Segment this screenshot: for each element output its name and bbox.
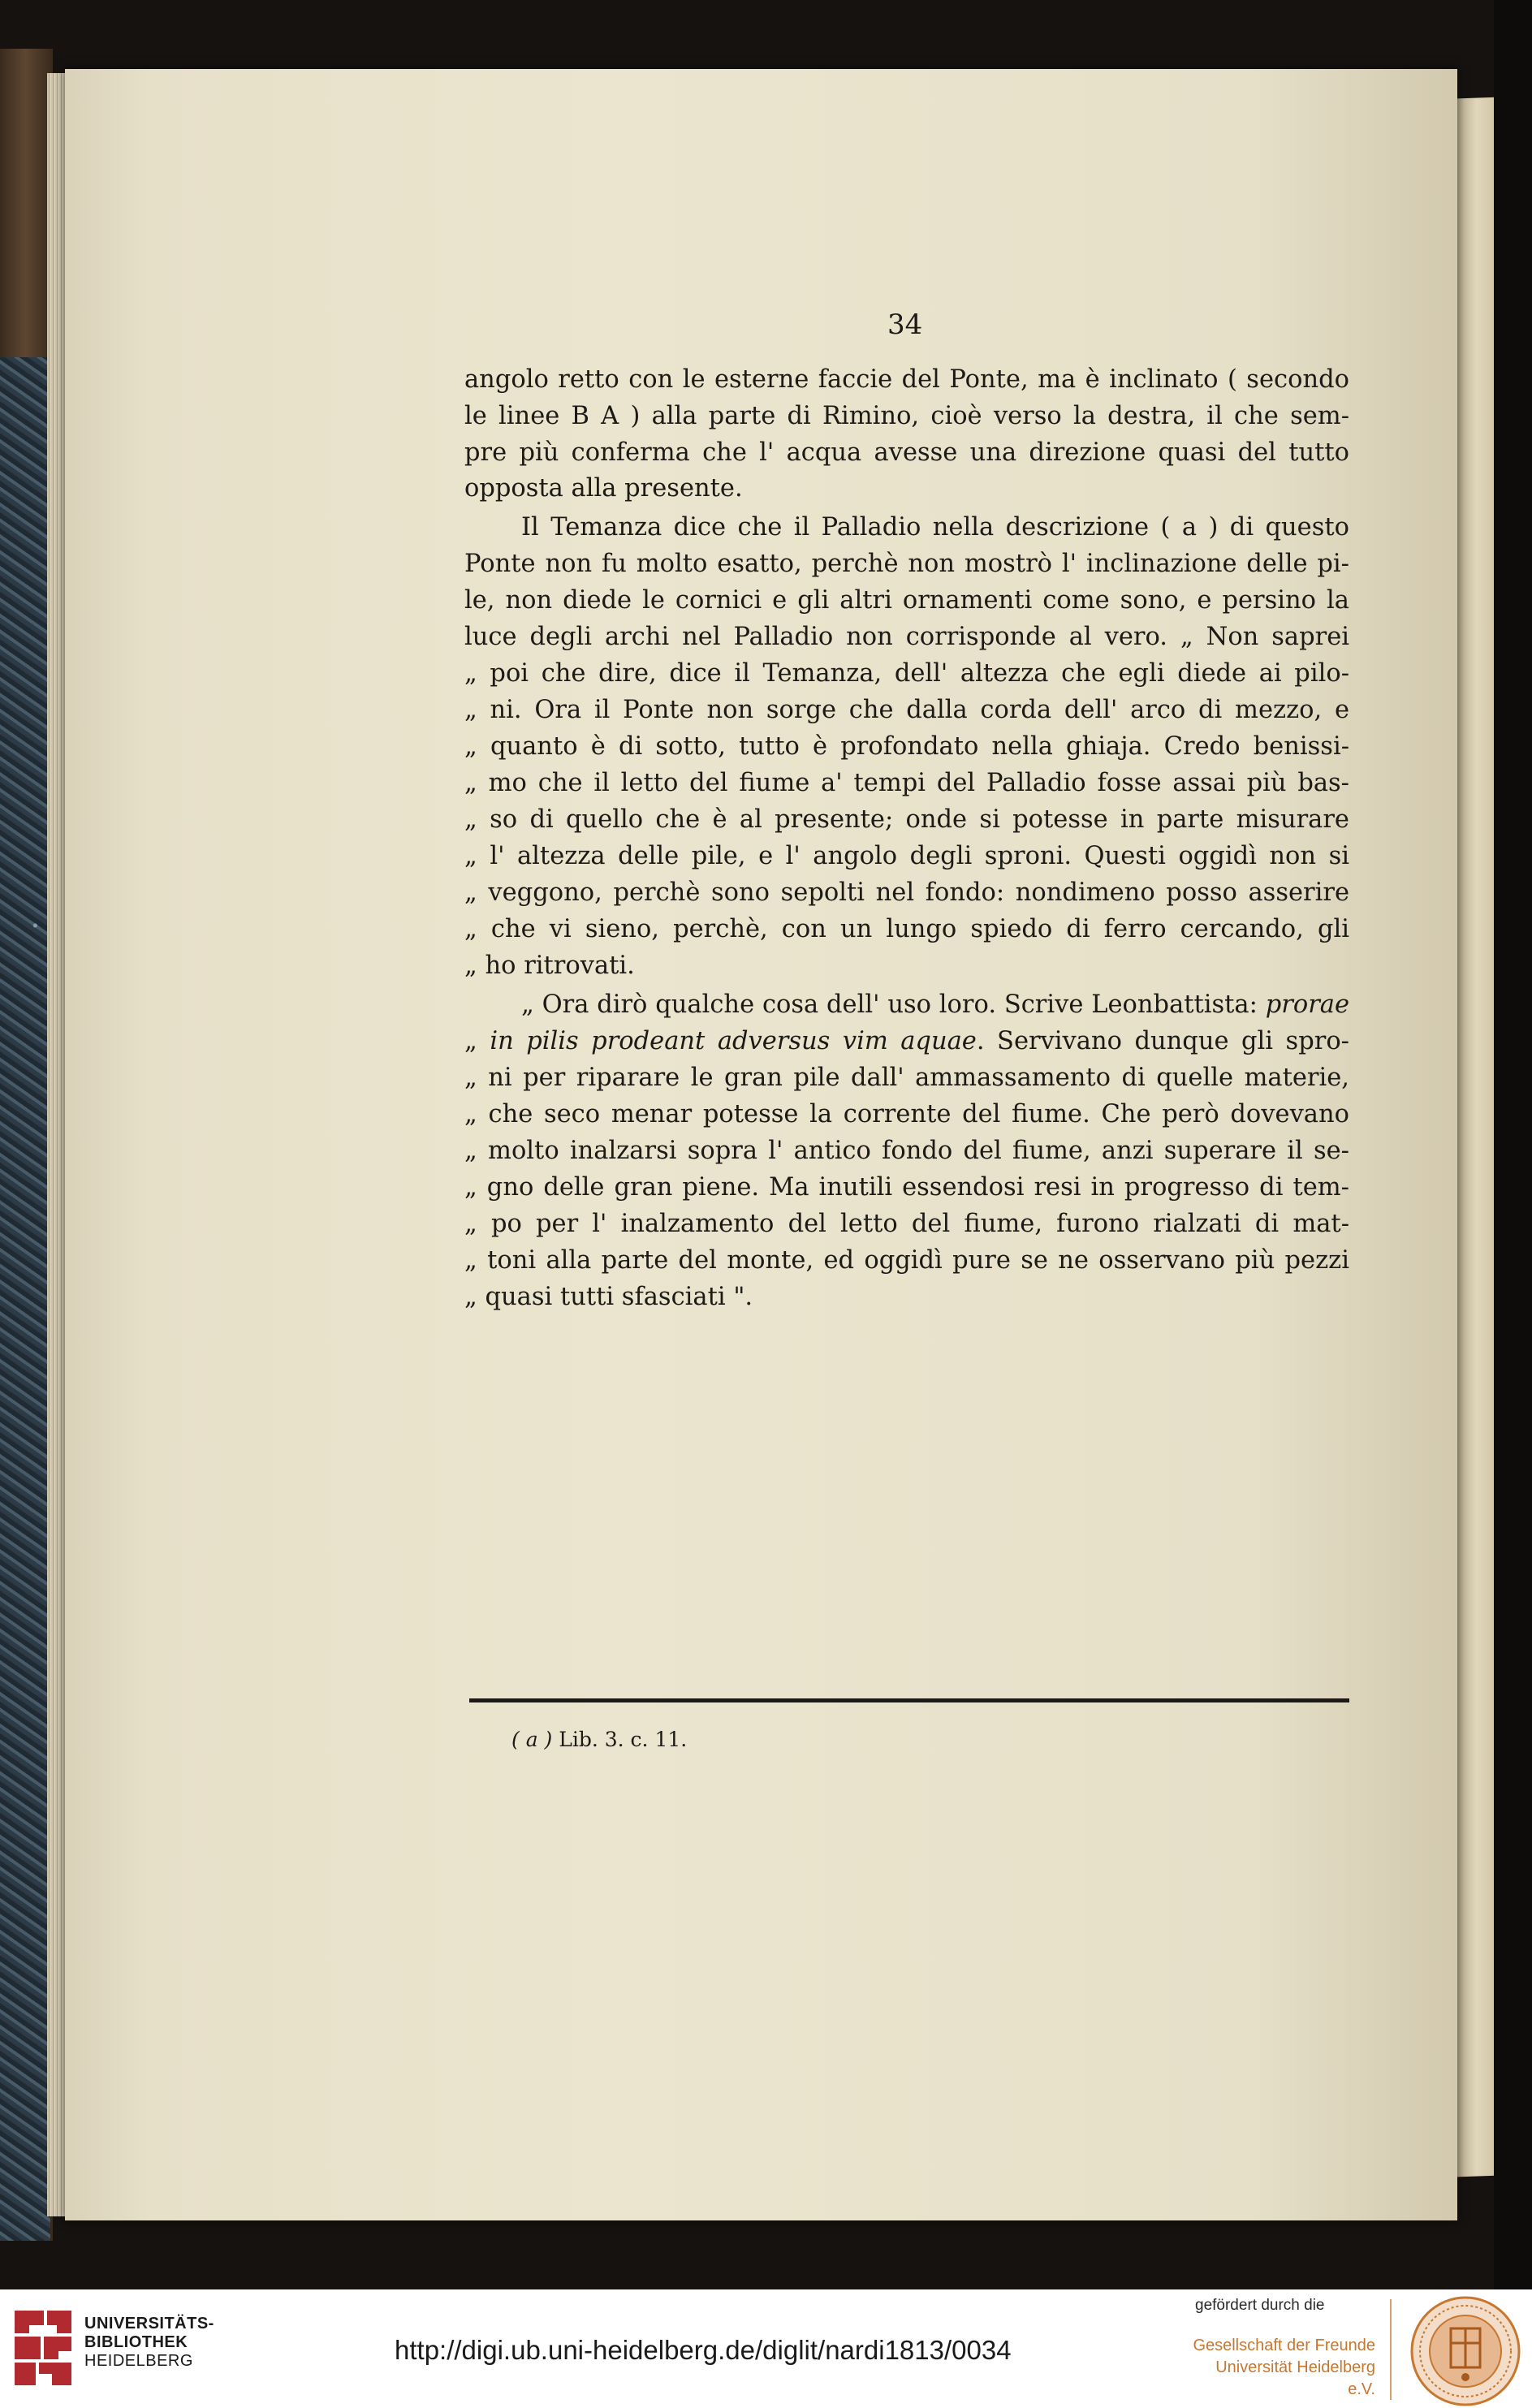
text-line: „ mo che il letto del fiume a' tempi del Palladio fosse assai più bas- [464,769,1349,797]
text-line: opposta alla presente. [464,474,743,503]
scan-background [1494,0,1532,2289]
sponsor-name-line: Universität Heidelberg e.V. [1215,2358,1375,2398]
marbled-cover [0,49,53,2241]
text-line: Ponte non fu molto esatto, perchè non mostrò l' inclinazione delle pi- [464,550,1349,578]
text-line: luce degli archi nel Palladio non corrisponde al vero. „ Non saprei [464,623,1349,651]
footnote-text: Lib. 3. c. 11. [559,1728,688,1751]
text-line: „ poi che dire, dice il Temanza, dell' altezza che egli diede ai pilo- [464,659,1349,688]
page-number: 34 [887,309,923,341]
italic-quote: prorae [1265,990,1350,1019]
text-line: „ molto inalzarsi sopra l' antico fondo del fiume, anzi superare il se- [464,1137,1349,1165]
italic-quote: in pilis prodeant adversus vim aquae [490,1027,977,1055]
text-run: . Servivano dunque gli spro- [976,1027,1349,1055]
banner-divider [1390,2299,1392,2400]
footnote-rule [469,1698,1349,1702]
quote-mark: „ [464,1027,477,1055]
text-line: „ quasi tutti sfasciati ". [464,1283,753,1311]
text-line: „ ho ritrovati. [464,952,635,980]
text-line: „ veggono, perchè sono sepolti nel fondo: nondimeno posso asserire [464,878,1349,907]
text-line: „ ni. Ora il Ponte non sorge che dalla corda dell' arco di mezzo, e [464,696,1349,724]
text-line: le, non diede le cornici e gli altri ornamenti come sono, e persino la [464,586,1349,615]
text-line: „ che seco menar potesse la corrente del fiume. Che però dovevano [464,1100,1349,1128]
library-name-line: HEIDELBERG [84,2352,193,2370]
text-run: „ Ora dirò qualche cosa dell' uso loro. Scrive Leonbattista: [521,990,1258,1019]
sponsor-name-line: Gesellschaft der Freunde [1193,2337,1375,2354]
text-line [464,990,1349,1026]
text-line: angolo retto con le esterne faccie del Ponte, ma è inclinato ( secondo [464,365,1349,394]
footnote [511,1728,687,1751]
text-line: „ ni per riparare le gran pile dall' ammassamento di quelle materie, [464,1064,1349,1092]
text-line: „ toni alla parte del monte, ed oggidì pure se ne osservano più pezzi [464,1246,1349,1275]
leather-spine [0,49,50,357]
text-line: Il Temanza dice che il Palladio nella descrizione ( a ) di questo [521,513,1349,542]
sponsor-label: gefördert durch die [1195,2297,1325,2314]
footnote-marker: ( a ) [511,1728,553,1751]
text-line: „ gno delle gran piene. Ma inutili essendosi resi in progresso di tem- [464,1173,1349,1202]
text-line: „ so di quello che è al presente; onde si potesse in parte misurare [464,805,1349,834]
text-line [464,1027,1349,1063]
sponsor-name [1192,2335,1375,2401]
university-library-logo-icon [11,2306,75,2390]
text-line: pre più conferma che l' acqua avesse una direzione quasi del tutto [464,438,1349,467]
text-line: „ l' altezza delle pile, e l' angolo degli sproni. Questi oggidì non si [464,842,1349,870]
library-name [84,2315,214,2371]
text-line: le linee B A ) alla parte di Rimino, cioè verso la destra, il che sem- [464,402,1349,430]
text-line: „ po per l' inalzamento del letto del fiume, furono rialzati di mat- [464,1210,1349,1238]
library-name-line: BIBLIOTHEK [84,2333,188,2351]
document-url-link[interactable]: http://digi.ub.uni-heidelberg.de/diglit/nardi1813/0034 [395,2335,1012,2365]
university-seal-icon [1409,2294,1522,2408]
library-name-line: UNIVERSITÄTS- [84,2315,214,2332]
text-line: „ che vi sieno, perchè, con un lungo spiedo di ferro cercando, gli [464,915,1349,943]
text-line: „ quanto è di sotto, tutto è profondato nella ghiaja. Credo benissi- [464,732,1349,761]
